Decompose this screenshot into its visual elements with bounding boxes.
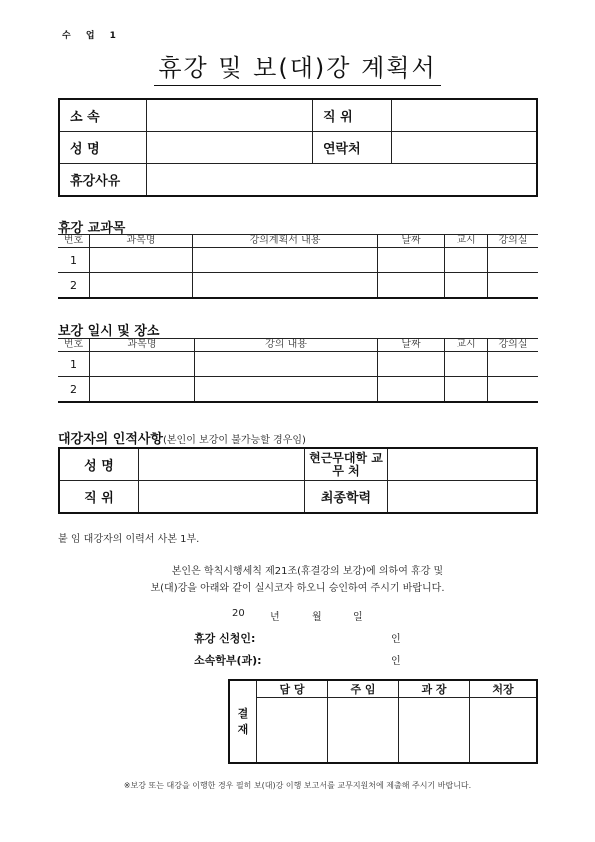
label-contact: 연락처	[313, 132, 392, 164]
makeup-section-title: 보강 일시 및 장소	[58, 324, 160, 339]
footer-note: ※보강 또는 대강을 이행한 경우 필히 보(대)강 이행 보고서를 교무지원처에 제출해 주시기 바랍니다.	[123, 781, 472, 790]
table-row	[58, 352, 538, 377]
col-header-number: 번호	[58, 339, 90, 352]
field-reason[interactable]	[147, 164, 538, 197]
signature-box[interactable]	[328, 698, 399, 764]
cell-input[interactable]	[445, 248, 488, 273]
label-name: 성 명	[59, 132, 147, 164]
row-number: 2	[58, 273, 90, 299]
cell-input[interactable]	[378, 273, 445, 299]
cell-input[interactable]	[195, 377, 378, 403]
col-header-course: 과목명	[90, 339, 195, 352]
approval-col-manager: 과 장	[399, 680, 470, 698]
field-sub-education[interactable]	[388, 481, 538, 514]
instructor-info-table	[58, 98, 538, 197]
date-day-label: 일	[353, 612, 363, 623]
signature-box[interactable]	[257, 698, 328, 764]
row-number: 1	[58, 352, 90, 377]
field-sub-name[interactable]	[139, 448, 305, 481]
signature-box[interactable]	[470, 698, 538, 764]
col-header-number: 번호	[58, 235, 90, 248]
col-header-content: 강의계획서 내용	[193, 235, 378, 248]
field-affiliation[interactable]	[147, 99, 313, 132]
date-year-label: 년	[270, 612, 280, 623]
cell-input[interactable]	[445, 352, 488, 377]
date-year-prefix: 20	[232, 608, 245, 619]
cell-input[interactable]	[193, 248, 378, 273]
col-header-room: 강의실	[488, 339, 539, 352]
label-sub-name: 성 명	[59, 448, 139, 481]
label-position: 직 위	[313, 99, 392, 132]
col-header-date: 날짜	[378, 235, 445, 248]
cell-input[interactable]	[90, 273, 193, 299]
attachment-note: 붙 임 대강자의 이력서 사본 1부.	[58, 534, 200, 545]
label-sub-workplace: 현근무대학 교 무 처	[305, 448, 388, 481]
table-row	[58, 377, 538, 403]
approval-col-chief: 주 임	[328, 680, 399, 698]
cell-input[interactable]	[445, 377, 488, 403]
signature-box[interactable]	[399, 698, 470, 764]
cell-input[interactable]	[378, 352, 445, 377]
approval-table	[228, 679, 538, 764]
cancel-section-title: 휴강 교과목	[58, 221, 126, 236]
cell-input[interactable]	[90, 248, 193, 273]
cell-input[interactable]	[90, 377, 195, 403]
date-month-label: 월	[312, 612, 322, 623]
label-sub-position: 직 위	[59, 481, 139, 514]
field-name[interactable]	[147, 132, 313, 164]
col-header-period: 교시	[445, 339, 488, 352]
applicant-label: 휴강 신청인:	[194, 632, 256, 645]
page-title	[0, 48, 595, 86]
makeup-schedule-table	[58, 338, 538, 403]
applicant-seal: 인	[391, 634, 401, 645]
col-header-date: 날짜	[378, 339, 445, 352]
substitute-note: (본인이 보강이 불가능할 경우임)	[163, 435, 306, 446]
statement-line-2: 보(대)강을 아래와 같이 실시코자 하오니 승인하여 주시기 바랍니다.	[150, 583, 445, 594]
cell-input[interactable]	[378, 248, 445, 273]
row-number: 1	[58, 248, 90, 273]
cell-input[interactable]	[378, 377, 445, 403]
row-number: 2	[58, 377, 90, 403]
dept-seal: 인	[391, 656, 401, 667]
field-contact[interactable]	[392, 132, 538, 164]
col-header-room: 강의실	[488, 235, 539, 248]
table-row	[58, 273, 538, 299]
approval-label: 결 재	[229, 680, 257, 763]
label-reason: 휴강사유	[59, 164, 147, 197]
field-sub-workplace[interactable]	[388, 448, 538, 481]
label-affiliation: 소 속	[59, 99, 147, 132]
substitute-info-table	[58, 447, 538, 514]
field-sub-position[interactable]	[139, 481, 305, 514]
dept-label: 소속학부(과):	[194, 654, 262, 667]
cancel-course-table	[58, 234, 538, 299]
statement-line-1: 본인은 학칙시행세칙 제21조(휴결강의 보강)에 의하여 휴강 및	[171, 566, 444, 577]
col-header-period: 교시	[445, 235, 488, 248]
page-title-text: 휴강 및 보(대)강 계획서	[154, 48, 440, 86]
col-header-course: 과목명	[90, 235, 193, 248]
substitute-section-heading	[58, 428, 306, 447]
substitute-title: 대강자의 인적사항	[58, 432, 163, 447]
field-position[interactable]	[392, 99, 538, 132]
cell-input[interactable]	[193, 273, 378, 299]
table-row	[58, 248, 538, 273]
cell-input[interactable]	[488, 377, 539, 403]
approval-col-staff: 담 당	[257, 680, 328, 698]
approval-col-director: 처장	[470, 680, 538, 698]
col-header-content: 강의 내용	[195, 339, 378, 352]
form-code: 수 업 1	[62, 31, 122, 41]
cell-input[interactable]	[90, 352, 195, 377]
cell-input[interactable]	[445, 273, 488, 299]
cell-input[interactable]	[195, 352, 378, 377]
label-sub-education: 최종학력	[305, 481, 388, 514]
cell-input[interactable]	[488, 248, 539, 273]
cell-input[interactable]	[488, 352, 539, 377]
cell-input[interactable]	[488, 273, 539, 299]
